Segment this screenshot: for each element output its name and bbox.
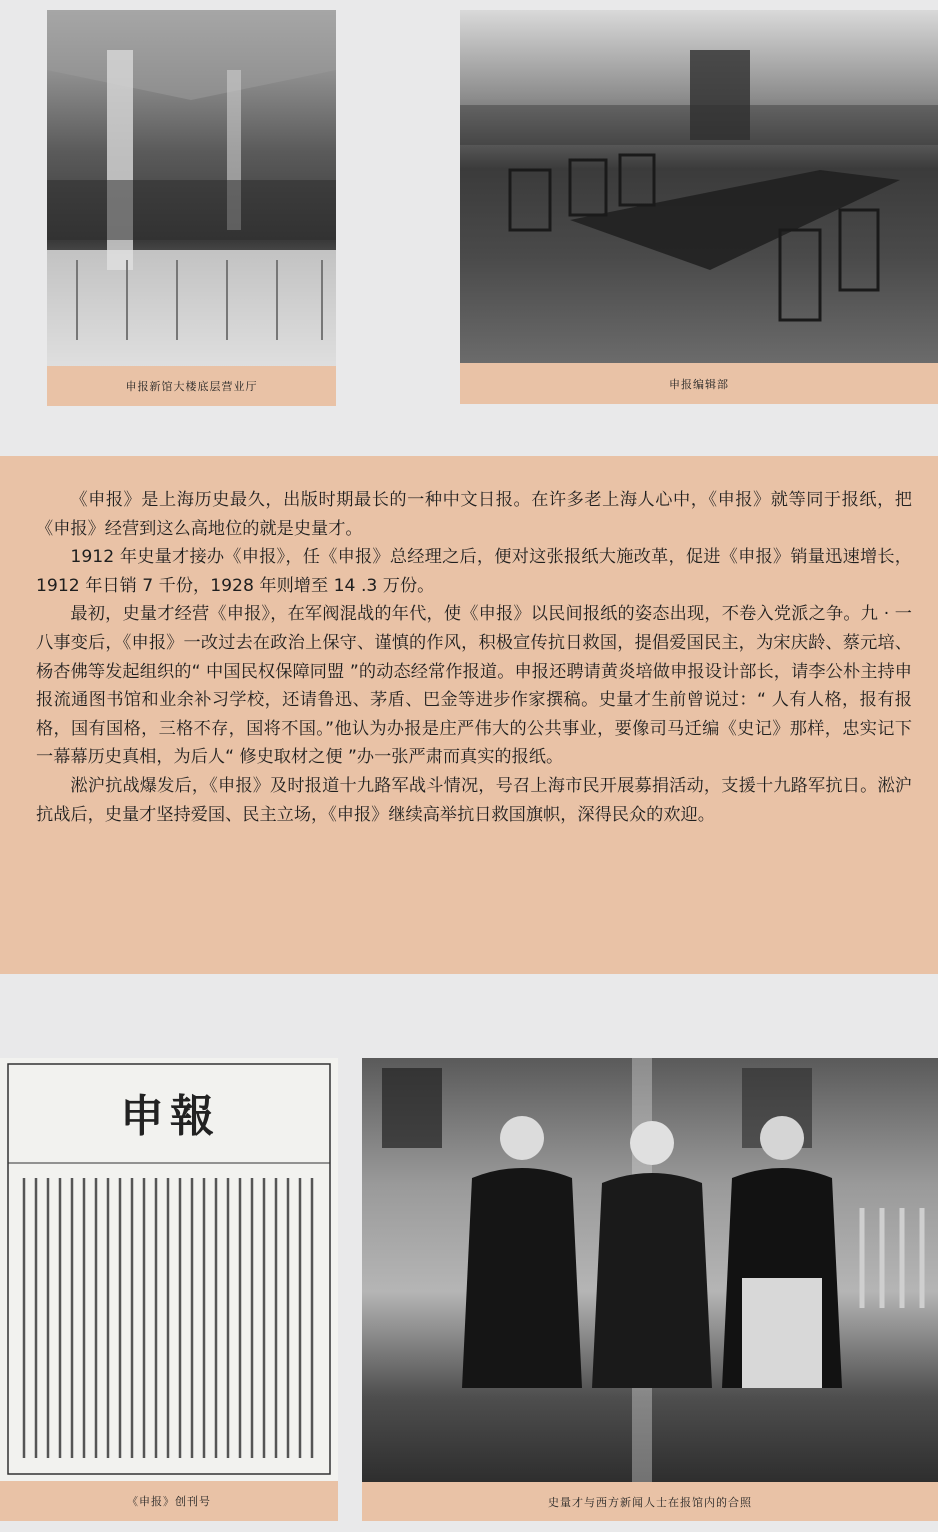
photo-editorial-room-icon [460,10,938,363]
photo-caption-editorial: 申报编辑部 [460,363,938,404]
article-paragraph-1: 《申报》是上海历史最久，出版时期最长的一种中文日报。在许多老上海人心中，《申报》就等同于报纸，把《申报》经营到这么高地位的就是史量才。 [36,490,912,539]
article-paragraph-4: 淞沪抗战爆发后，《申报》及时报道十九路军战斗情况，号召上海市民开展募捐活动，支援十九路军抗日。淞沪抗战后，史量才坚持爱国、民主立场，《申报》继续高举抗日救国旗帜，深得民众的欢迎。 [36,775,912,825]
photo-caption-first-issue: 《申报》创刊号 [0,1481,338,1521]
newspaper-masthead: 申報 [120,1091,220,1142]
photo-card-first-issue [0,1058,338,1521]
photo-card-editorial [460,10,938,404]
photo-group-portrait-icon [362,1058,938,1482]
photo-lobby-icon [47,10,336,366]
photo-card-group [362,1058,938,1521]
article-panel [0,456,938,974]
photo-caption-lobby: 申报新馆大楼底层营业厅 [47,366,336,406]
article-paragraph-2: 1912 年史量才接办《申报》，任《申报》总经理之后，便对这张报纸大施改革，促进《申报》销量迅速增长，1912 年日销 7 千份，1928 年则增至 14 .3 万份。 [36,547,912,596]
article-paragraph-3: 最初，史量才经营《申报》，在军阀混战的年代，使《申报》以民间报纸的姿态出现，不卷入党派之争。九 · 一八事变后，《申报》一改过去在政治上保守、谨慎的作风，积极宣传抗日救国，提倡爱国民主，为宋庆龄、蔡元培、杨杏佛等发起组织的“ 中国民权保障同盟 ”的动态经常作报道。申报还聘请黄炎培做申报设计部长，请李公朴主持申报流通图书馆和业余补习学校，还请鲁迅、茅盾、巴金等进步作家撰稿。史量才生前曾说过：“ 人有人格，报有报格，国有国格，三格不存，国将不国。”他认为办报是庄严伟大的公共事业，要像司马迁编《史记》那样，忠实记下一幕幕历史真相，为后人“ 修史取材之便 ”办一张严肃而真实的报纸。 [36,604,912,768]
photo-card-lobby [47,10,336,406]
photo-newspaper-icon [0,1058,338,1481]
photo-caption-group: 史量才与西方新闻人士在报馆内的合照 [362,1482,938,1521]
